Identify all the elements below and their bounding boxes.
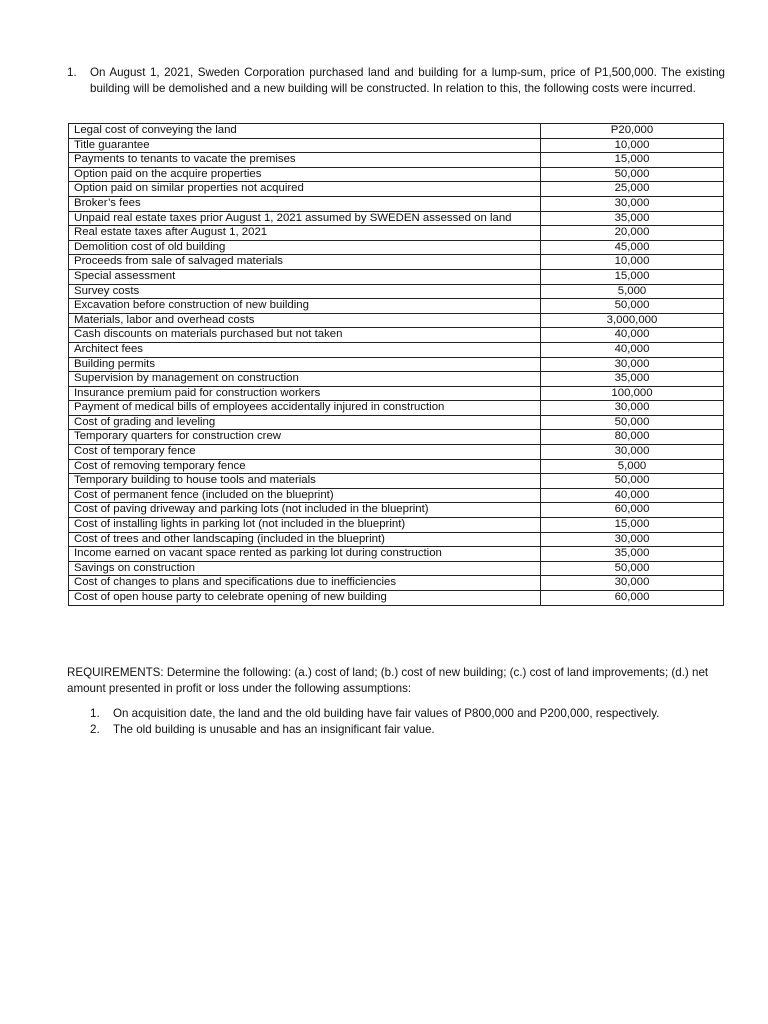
table-row <box>69 240 724 255</box>
cost-item: Cost of temporary fence <box>69 445 541 460</box>
cost-item: Survey costs <box>69 284 541 299</box>
cost-item: Payment of medical bills of employees accidentally injured in construction <box>69 401 541 416</box>
cost-amount: 30,000 <box>541 357 724 372</box>
cost-amount: 50,000 <box>541 474 724 489</box>
requirements-text: REQUIREMENTS: Determine the following: (a.) cost of land; (b.) cost of new building; (c.) cost of land improvements; (d.) net amount presented in profit or loss under the following assumptions: <box>67 666 709 695</box>
cost-item: Cost of open house party to celebrate opening of new building <box>69 591 541 606</box>
cost-amount: 35,000 <box>541 547 724 562</box>
cost-item: Savings on construction <box>69 561 541 576</box>
table-row <box>69 211 724 226</box>
cost-amount: 35,000 <box>541 372 724 387</box>
cost-item: Special assessment <box>69 269 541 284</box>
cost-amount: 20,000 <box>541 226 724 241</box>
cost-amount: 80,000 <box>541 430 724 445</box>
table-row <box>69 226 724 241</box>
cost-item: Architect fees <box>69 342 541 357</box>
cost-item: Supervision by management on construction <box>69 372 541 387</box>
table-row <box>69 342 724 357</box>
cost-amount: 50,000 <box>541 167 724 182</box>
table-row <box>69 547 724 562</box>
cost-amount: 30,000 <box>541 196 724 211</box>
table-row <box>69 255 724 270</box>
cost-item: Real estate taxes after August 1, 2021 <box>69 226 541 241</box>
table-row <box>69 269 724 284</box>
table-row <box>69 182 724 197</box>
cost-amount: 30,000 <box>541 401 724 416</box>
table-row <box>69 357 724 372</box>
cost-amount: 10,000 <box>541 255 724 270</box>
costs-table <box>68 123 724 606</box>
table-row <box>69 124 724 139</box>
cost-item: Unpaid real estate taxes prior August 1, 2021 assumed by SWEDEN assessed on land <box>69 211 541 226</box>
costs-table-body <box>69 124 724 606</box>
table-row <box>69 518 724 533</box>
cost-item: Demolition cost of old building <box>69 240 541 255</box>
table-row <box>69 532 724 547</box>
table-row <box>69 284 724 299</box>
table-row <box>69 561 724 576</box>
cost-item: Excavation before construction of new building <box>69 299 541 314</box>
problem-text: On August 1, 2021, Sweden Corporation purchased land and building for a lump-sum, price of P1,500,000. The existing building will be demolished and a new building will be constructed. In relation to this, the following costs were incurred. <box>90 66 725 95</box>
cost-amount: 25,000 <box>541 182 724 197</box>
cost-item: Temporary building to house tools and materials <box>69 474 541 489</box>
table-row <box>69 313 724 328</box>
table-row <box>69 299 724 314</box>
cost-item: Cost of trees and other landscaping (included in the blueprint) <box>69 532 541 547</box>
cost-item: Cost of paving driveway and parking lots (not included in the blueprint) <box>69 503 541 518</box>
assumption-text: The old building is unusable and has an insignificant fair value. <box>113 722 435 736</box>
table-row <box>69 488 724 503</box>
cost-amount: 50,000 <box>541 299 724 314</box>
table-row <box>69 153 724 168</box>
table-row <box>69 459 724 474</box>
cost-amount: 40,000 <box>541 328 724 343</box>
cost-item: Option paid on the acquire properties <box>69 167 541 182</box>
table-row <box>69 591 724 606</box>
table-row <box>69 576 724 591</box>
cost-amount: 10,000 <box>541 138 724 153</box>
cost-item: Broker’s fees <box>69 196 541 211</box>
cost-amount: 3,000,000 <box>541 313 724 328</box>
table-row <box>69 415 724 430</box>
table-row <box>69 138 724 153</box>
cost-item: Proceeds from sale of salvaged materials <box>69 255 541 270</box>
assumption-text: On acquisition date, the land and the old building have fair values of P800,000 and P200,000, respectively. <box>113 707 660 720</box>
table-row <box>69 386 724 401</box>
cost-item: Building permits <box>69 357 541 372</box>
problem-number: 1. <box>67 66 77 79</box>
cost-item: Legal cost of conveying the land <box>69 124 541 139</box>
table-row <box>69 372 724 387</box>
cost-item: Cost of grading and leveling <box>69 415 541 430</box>
assumption-item <box>90 722 659 738</box>
cost-amount: 15,000 <box>541 269 724 284</box>
cost-amount: 40,000 <box>541 488 724 503</box>
assumption-number: 2. <box>90 722 100 736</box>
cost-item: Cash discounts on materials purchased but not taken <box>69 328 541 343</box>
table-row <box>69 430 724 445</box>
cost-item: Cost of changes to plans and specifications due to inefficiencies <box>69 576 541 591</box>
cost-amount: 100,000 <box>541 386 724 401</box>
cost-item: Payments to tenants to vacate the premises <box>69 153 541 168</box>
table-row <box>69 328 724 343</box>
table-row <box>69 196 724 211</box>
table-row <box>69 167 724 182</box>
cost-amount: P20,000 <box>541 124 724 139</box>
cost-amount: 35,000 <box>541 211 724 226</box>
cost-item: Cost of removing temporary fence <box>69 459 541 474</box>
cost-item: Cost of installing lights in parking lot (not included in the blueprint) <box>69 518 541 533</box>
cost-amount: 40,000 <box>541 342 724 357</box>
problem-statement <box>67 65 725 97</box>
assumption-item <box>90 706 659 722</box>
cost-item: Title guarantee <box>69 138 541 153</box>
cost-amount: 45,000 <box>541 240 724 255</box>
cost-amount: 5,000 <box>541 459 724 474</box>
cost-amount: 30,000 <box>541 576 724 591</box>
table-row <box>69 474 724 489</box>
cost-item: Option paid on similar properties not acquired <box>69 182 541 197</box>
cost-item: Cost of permanent fence (included on the blueprint) <box>69 488 541 503</box>
cost-amount: 50,000 <box>541 415 724 430</box>
cost-item: Income earned on vacant space rented as parking lot during construction <box>69 547 541 562</box>
cost-amount: 60,000 <box>541 591 724 606</box>
table-row <box>69 503 724 518</box>
cost-amount: 30,000 <box>541 445 724 460</box>
cost-item: Materials, labor and overhead costs <box>69 313 541 328</box>
table-row <box>69 401 724 416</box>
cost-item: Temporary quarters for construction crew <box>69 430 541 445</box>
cost-amount: 5,000 <box>541 284 724 299</box>
cost-amount: 30,000 <box>541 532 724 547</box>
table-row <box>69 445 724 460</box>
assumptions-list <box>90 706 659 737</box>
cost-item: Insurance premium paid for construction workers <box>69 386 541 401</box>
cost-amount: 60,000 <box>541 503 724 518</box>
assumption-number: 1. <box>90 707 100 720</box>
cost-amount: 15,000 <box>541 153 724 168</box>
cost-amount: 50,000 <box>541 561 724 576</box>
cost-amount: 15,000 <box>541 518 724 533</box>
